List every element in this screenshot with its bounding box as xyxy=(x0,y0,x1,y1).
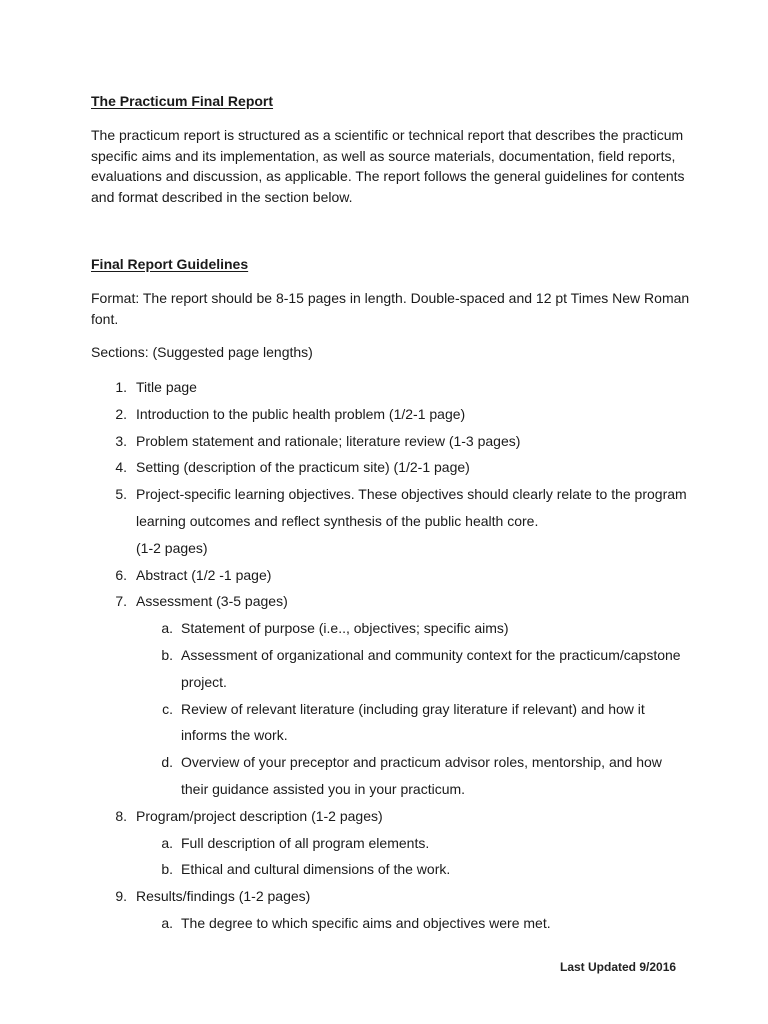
list-item xyxy=(0,374,768,401)
sub-list-item xyxy=(0,830,768,857)
format-paragraph: Format: The report should be 8-15 pages in length. Double-spaced and 12 pt Times New Roman font. xyxy=(91,290,690,327)
list-item xyxy=(0,562,768,589)
list-item-text: Abstract (1/2 -1 page) xyxy=(136,566,272,583)
sub-list-item xyxy=(0,615,768,642)
sub-list-item-text: Ethical and cultural dimensions of the work. xyxy=(181,861,451,878)
list-item-text: Introduction to the public health problem (1/2-1 page) xyxy=(136,405,466,422)
sub-list-item-letter: a. xyxy=(161,914,173,931)
list-item-number: 8. xyxy=(115,807,127,824)
sections-paragraph: Sections: (Suggested page lengths) xyxy=(91,344,313,360)
sections-list xyxy=(0,374,768,937)
list-item-text: Assessment (3-5 pages) xyxy=(136,593,288,610)
list-item xyxy=(0,803,768,830)
sub-list-item xyxy=(0,642,768,696)
list-item-text: Project-specific learning objectives. These objectives should clearly relate to the program learning outcomes and reflect synthesis of the public health core. xyxy=(136,486,687,529)
list-item xyxy=(0,883,768,910)
last-updated-footer: Last Updated 9/2016 xyxy=(560,960,677,974)
report-title: The Practicum Final Report xyxy=(91,93,274,109)
sub-list-item-text: Overview of your preceptor and practicum advisor roles, mentorship, and how their guidance assisted you in your practicum. xyxy=(181,754,662,797)
sub-list-item xyxy=(0,856,768,883)
list-item-number: 9. xyxy=(115,888,127,905)
sub-list-item-text: Statement of purpose (i.e.., objectives; specific aims) xyxy=(181,620,509,637)
list-item-text: Setting (description of the practicum site) (1/2-1 page) xyxy=(136,459,470,476)
sub-list-item-letter: c. xyxy=(162,700,173,717)
sub-list-item-letter: b. xyxy=(161,861,173,878)
intro-paragraph: The practicum report is structured as a scientific or technical report that describes the practicum specific aims and its implementation, as well as source materials, documentation, field reports, evaluations and discussion, as applicable. The report follows the general guidelines for contents and format described in the section below. xyxy=(91,127,685,205)
sub-list-item-letter: a. xyxy=(161,620,173,637)
guidelines-heading: Final Report Guidelines xyxy=(91,256,249,272)
list-item-number: 3. xyxy=(115,432,127,449)
list-item-number: 7. xyxy=(115,593,127,610)
sub-list-item xyxy=(0,749,768,803)
sub-list-item-letter: b. xyxy=(161,646,173,663)
sub-list-item xyxy=(0,910,768,937)
sub-list-item-text: Assessment of organizational and community context for the practicum/capstone project. xyxy=(181,646,681,690)
list-item-text: Title page xyxy=(136,379,197,395)
list-item-text: Results/findings (1-2 pages) xyxy=(136,888,311,905)
sub-list-item-text: Review of relevant literature (including gray literature if relevant) and how it informs the work. xyxy=(181,700,645,744)
sub-list-item-letter: a. xyxy=(161,834,173,851)
list-item-text: Problem statement and rationale; literature review (1-3 pages) xyxy=(136,432,521,449)
sub-list-item xyxy=(0,696,768,750)
list-item-number: 1. xyxy=(115,379,127,395)
list-item-text-continued: (1-2 pages) xyxy=(136,539,208,556)
list-item-number: 5. xyxy=(115,486,127,503)
list-item-number: 6. xyxy=(115,566,127,583)
list-item-number: 4. xyxy=(115,459,127,476)
list-item-text: Program/project description (1-2 pages) xyxy=(136,807,383,824)
list-item xyxy=(0,428,768,455)
list-item-number: 2. xyxy=(115,405,127,422)
list-item xyxy=(0,481,768,561)
list-item xyxy=(0,401,768,428)
list-item xyxy=(0,454,768,481)
list-item xyxy=(0,588,768,615)
sub-list-item-text: The degree to which specific aims and objectives were met. xyxy=(181,914,551,931)
sub-list-item-letter: d. xyxy=(161,754,173,771)
sub-list-item-text: Full description of all program elements. xyxy=(181,834,430,851)
